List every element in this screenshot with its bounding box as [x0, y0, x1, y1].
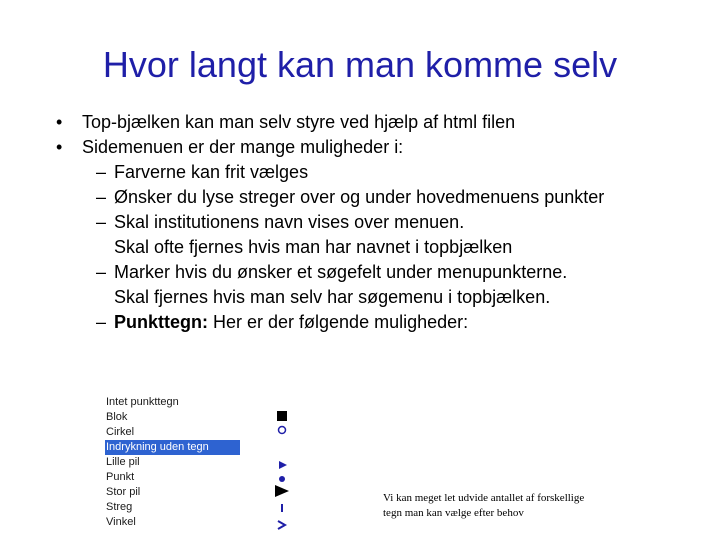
slide-title: Hvor langt kan man komme selv: [102, 44, 618, 85]
subbullet-dash: –: [96, 162, 107, 182]
bullet-dot: •: [56, 137, 63, 157]
listbox-option-selected[interactable]: Indrykning uden tegn: [105, 440, 240, 455]
subbullet-item: [56, 260, 696, 310]
subbullet-text-continued: Skal ofte fjernes hvis man har navnet i topbjælken: [114, 237, 513, 257]
listbox-option[interactable]: Cirkel: [106, 426, 135, 438]
subbullet-text: Marker hvis du ønsker et søgefelt under menupunkterne.: [114, 262, 568, 282]
subbullet-text: Ønsker du lyse streger over og under hovedmenuens punkter: [114, 187, 605, 207]
subbullet-dash: –: [96, 212, 107, 232]
subbullet-item: [56, 185, 696, 210]
large-arrow-bullet-icon: [270, 484, 294, 498]
bullet-text: Sidemenuen er der mange muligheder i:: [82, 137, 404, 157]
angle-bullet-icon: [270, 519, 294, 531]
listbox-option[interactable]: Stor pil: [106, 486, 141, 498]
bullet-style-listbox[interactable]: [105, 395, 240, 530]
listbox-option[interactable]: Vinkel: [106, 516, 136, 528]
subbullet-dash: –: [96, 312, 107, 332]
bullet-symbol-previews: [270, 408, 294, 533]
bullet-list: [56, 110, 696, 335]
bullet-text: Top-bjælken kan man selv styre ved hjælp af html filen: [82, 112, 516, 132]
listbox-option[interactable]: Lille pil: [106, 456, 140, 468]
bullet-dot: •: [56, 112, 63, 132]
subbullet-dash: –: [96, 262, 107, 282]
subbullet-item: [56, 210, 696, 260]
listbox-option[interactable]: Blok: [106, 411, 128, 423]
bullet-item: [56, 110, 696, 135]
subbullet-bold-label: Punkttegn:: [114, 312, 208, 332]
circle-bullet-icon: [270, 425, 294, 435]
subbullet-text: Farverne kan frit vælges: [114, 162, 309, 182]
subbullet-item: [56, 160, 696, 185]
square-bullet-icon: [270, 410, 294, 422]
listbox-option[interactable]: Streg: [106, 501, 133, 513]
listbox-option[interactable]: Intet punkttegn: [106, 396, 179, 408]
subbullet-text: Skal institutionens navn vises over menuen.: [114, 212, 465, 232]
subbullet-dash: –: [96, 187, 107, 207]
subbullet-item: [56, 310, 696, 335]
small-arrow-bullet-icon: [270, 460, 294, 470]
subbullet-text: Her er der følgende muligheder:: [208, 312, 469, 332]
note-line: tegn man kan vælge efter behov: [383, 507, 524, 519]
bullet-item: [56, 135, 696, 160]
listbox-option[interactable]: Punkt: [106, 471, 135, 483]
extension-note: [383, 491, 683, 521]
dot-bullet-icon: [270, 474, 294, 484]
subbullet-text-continued: Skal fjernes hvis man selv har søgemenu i topbjælken.: [114, 287, 551, 307]
note-line: Vi kan meget let udvide antallet af forskellige: [383, 492, 585, 504]
dash-bullet-icon: [270, 502, 294, 514]
